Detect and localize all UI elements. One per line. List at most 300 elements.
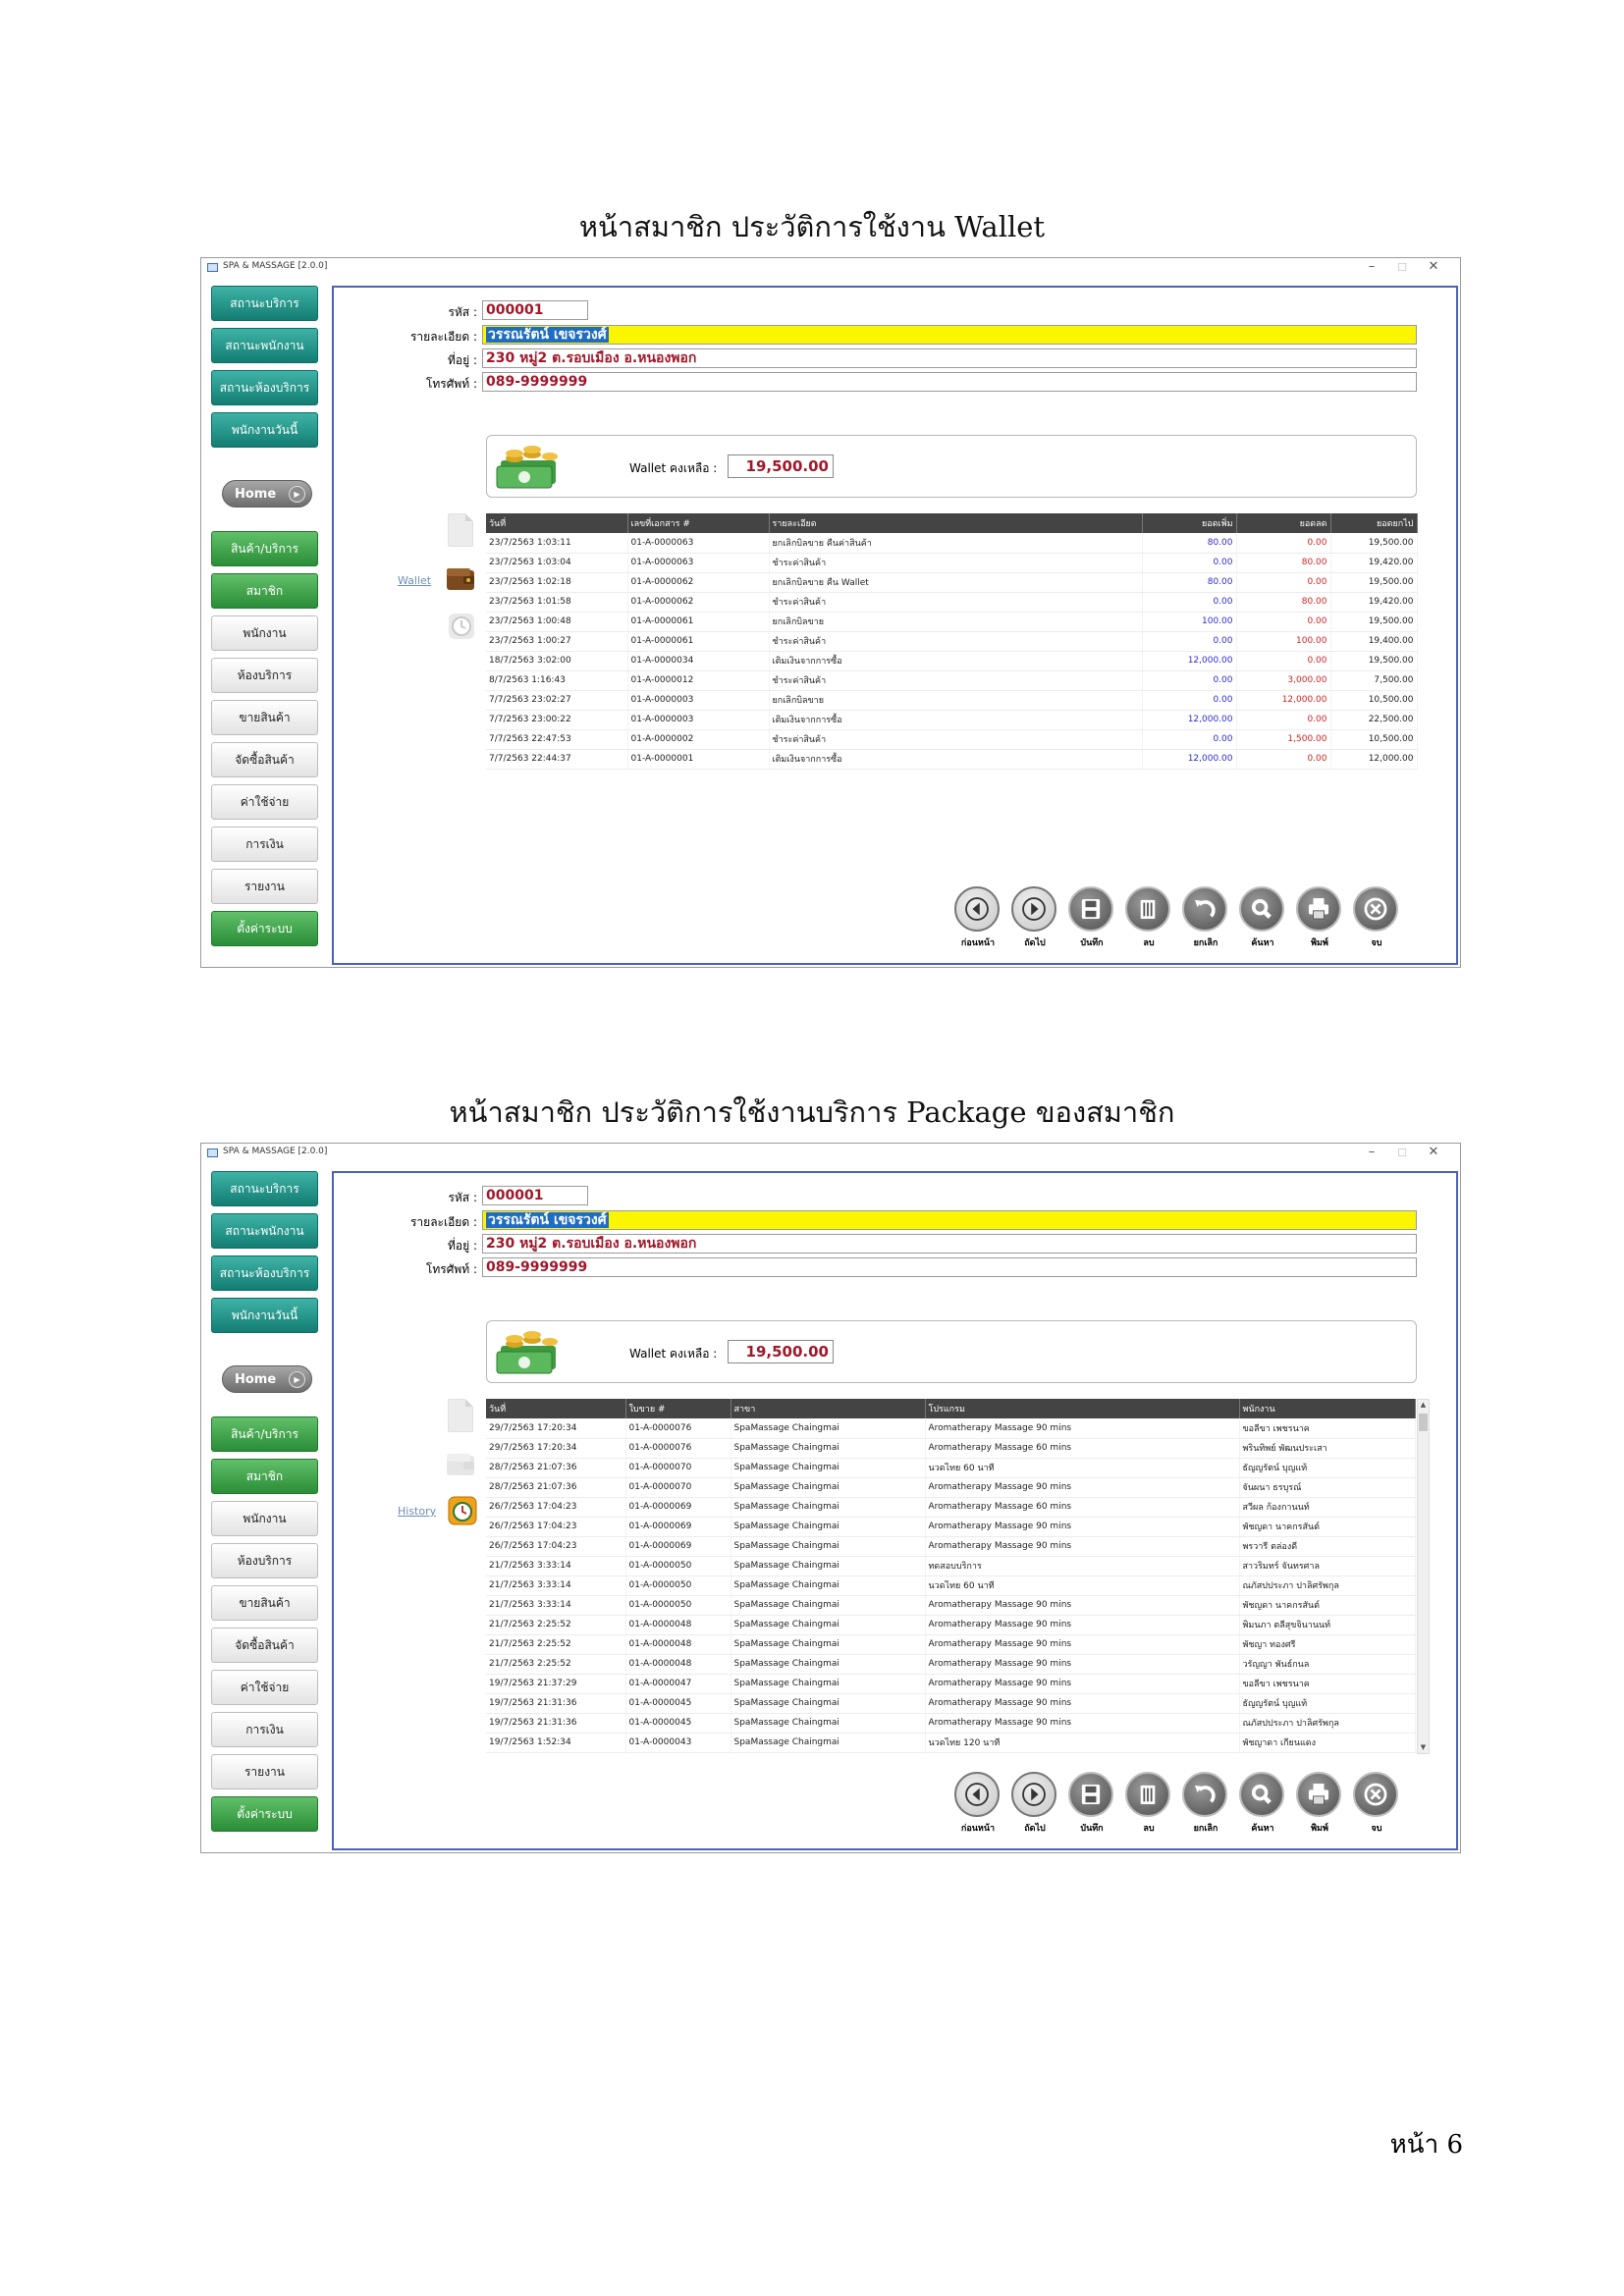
toolbar-button-7[interactable] <box>1346 1772 1401 1835</box>
table-cell: 19,500.00 <box>1330 651 1417 670</box>
table-row[interactable] <box>486 1458 1415 1477</box>
table-cell: SpaMassage Chaingmai <box>731 1418 925 1438</box>
table-header <box>486 513 1417 533</box>
sidebar-status-item-3[interactable]: พนักงานวันนี้ <box>211 412 318 448</box>
table-cell: 01-A-0000076 <box>625 1438 731 1458</box>
sidebar-status-item-0[interactable]: สถานะบริการ <box>211 286 318 321</box>
table-cell: 23/7/2563 1:03:04 <box>486 553 627 572</box>
table-cell: พัชญาดา เกียนแดง <box>1239 1733 1415 1752</box>
table-row[interactable] <box>486 1595 1415 1615</box>
chevron-right-icon <box>1011 1772 1056 1817</box>
table-row[interactable] <box>486 710 1417 729</box>
toolbar-button-0[interactable] <box>947 1772 1002 1835</box>
table-cell: นวดไทย 60 นาที <box>925 1458 1239 1477</box>
table-row[interactable] <box>486 1418 1415 1438</box>
table-cell: 80.00 <box>1142 572 1236 592</box>
table-cell: SpaMassage Chaingmai <box>731 1595 925 1615</box>
table-row[interactable] <box>486 1615 1415 1634</box>
window-title: SPA & MASSAGE [2.0.0] <box>223 1147 328 1156</box>
table-cell: Aromatherapy Massage 60 mins <box>925 1438 1239 1458</box>
money-icon <box>493 441 564 492</box>
table-cell: 80.00 <box>1236 553 1330 572</box>
table-row[interactable] <box>486 1575 1415 1595</box>
table-cell: 21/7/2563 3:33:14 <box>486 1595 625 1615</box>
table-cell: 01-A-0000045 <box>625 1713 731 1733</box>
table-cell: 0.00 <box>1236 612 1330 631</box>
table-cell: ณภัสปประภา ปาลิศรัพกุล <box>1239 1713 1415 1733</box>
table-cell: ขอลีขา เพชรนาค <box>1239 1418 1415 1438</box>
table-cell: Aromatherapy Massage 90 mins <box>925 1615 1239 1634</box>
table-cell: 21/7/2563 2:25:52 <box>486 1654 625 1674</box>
wallet-icon[interactable] <box>444 1448 477 1481</box>
table-cell: 0.00 <box>1142 729 1236 749</box>
phone-label: โทรศัพท์ : <box>425 377 477 391</box>
table-cell: 01-A-0000062 <box>627 572 769 592</box>
table-cell: ชำระค่าสินค้า <box>769 729 1142 749</box>
wallet-balance-value: 19,500.00 <box>728 454 834 478</box>
table-row[interactable] <box>486 1693 1415 1713</box>
side-icons <box>398 1399 496 1536</box>
history-icon[interactable] <box>447 1495 478 1526</box>
scroll-up-icon[interactable]: ▲ <box>1420 1401 1427 1409</box>
table-cell: 26/7/2563 17:04:23 <box>486 1497 625 1517</box>
table-cell: 01-A-0000003 <box>627 710 769 729</box>
phone-field[interactable]: 089-9999999 <box>482 372 1417 392</box>
sidebar-menu-item-0[interactable]: สินค้า/บริการ <box>211 1416 318 1452</box>
table-cell: SpaMassage Chaingmai <box>731 1713 925 1733</box>
column-header[interactable]: โปรแกรม <box>925 1399 1239 1418</box>
toolbar-button-7[interactable] <box>1346 886 1401 949</box>
address-field[interactable]: 230 หมู่2 ต.รอบเมือง อ.หนองพอก <box>482 348 1417 368</box>
table-cell: 12,000.00 <box>1330 749 1417 769</box>
sidebar-menu-item-8[interactable]: รายงาน <box>211 869 318 904</box>
chevron-left-icon <box>954 886 1000 932</box>
table-cell: 01-A-0000063 <box>627 533 769 553</box>
sidebar-menu-item-1[interactable]: สมาชิก <box>211 1459 318 1494</box>
toolbar-label: จบ <box>1371 938 1382 948</box>
table-cell: SpaMassage Chaingmai <box>731 1575 925 1595</box>
table-cell: ธัญญรัตน์ บุญแท้ <box>1239 1693 1415 1713</box>
table-cell: 01-A-0000048 <box>625 1615 731 1634</box>
toolbar-label: ยกเลิก <box>1193 1824 1218 1834</box>
table-cell: 26/7/2563 17:04:23 <box>486 1536 625 1556</box>
table-cell: 01-A-0000061 <box>627 631 769 651</box>
table-cell: 01-A-0000076 <box>625 1418 731 1438</box>
table-cell: Aromatherapy Massage 90 mins <box>925 1654 1239 1674</box>
table-cell: จันผนา ธรบุรณ์ <box>1239 1477 1415 1497</box>
table-row[interactable] <box>486 1438 1415 1458</box>
sidebar-menu-item-9[interactable]: ตั้งค่าระบบ <box>211 1796 318 1832</box>
caption-package-history: หน้าสมาชิก ประวัติการใช้งานบริการ Package ของสมาชิก <box>449 1095 1175 1129</box>
table-row[interactable] <box>486 1634 1415 1654</box>
table-cell: 01-A-0000069 <box>625 1517 731 1536</box>
app-icon <box>207 1148 218 1157</box>
table-row[interactable] <box>486 1497 1415 1517</box>
scroll-down-icon[interactable]: ▼ <box>1420 1743 1427 1751</box>
table-row[interactable] <box>486 1536 1415 1556</box>
detail-label: รายละเอียด : <box>409 330 477 344</box>
table-cell: 01-A-0000045 <box>625 1693 731 1713</box>
column-header[interactable]: พนักงาน <box>1239 1399 1415 1418</box>
table-cell: 0.00 <box>1236 749 1330 769</box>
table-cell: พัชญดา นาคกรสันต์ <box>1239 1595 1415 1615</box>
close-window-button[interactable]: ✕ <box>1428 1145 1439 1159</box>
toolbar-button-3[interactable] <box>1118 1772 1173 1835</box>
table-row[interactable] <box>486 553 1417 572</box>
table-cell: 0.00 <box>1236 533 1330 553</box>
table-cell: 19/7/2563 1:52:34 <box>486 1733 625 1752</box>
address-label: ที่อยู่ : <box>447 1239 477 1253</box>
table-cell: 80.00 <box>1142 533 1236 553</box>
table-cell: 19,500.00 <box>1330 572 1417 592</box>
package-history-window <box>200 1143 1461 1853</box>
table-cell: 0.00 <box>1142 631 1236 651</box>
table-cell: 12,000.00 <box>1142 710 1236 729</box>
toolbar-label: บันทึก <box>1080 1824 1104 1834</box>
table-cell: 28/7/2563 21:07:36 <box>486 1477 625 1497</box>
table-cell: SpaMassage Chaingmai <box>731 1693 925 1713</box>
toolbar-label: จบ <box>1371 1824 1382 1834</box>
table-row[interactable] <box>486 749 1417 769</box>
document-icon <box>448 1399 473 1432</box>
table-header <box>486 1399 1415 1418</box>
table-cell: 01-A-0000050 <box>625 1595 731 1615</box>
table-cell: 01-A-0000047 <box>625 1674 731 1693</box>
undo-icon <box>1182 1772 1227 1817</box>
sidebar-menu-item-9[interactable]: ตั้งค่าระบบ <box>211 911 318 946</box>
table-row[interactable] <box>486 651 1417 670</box>
table-row[interactable] <box>486 1517 1415 1536</box>
table-cell: 7/7/2563 23:02:27 <box>486 690 627 710</box>
save-icon <box>1068 1772 1113 1817</box>
sidebar-menu-item-4[interactable]: ขายสินค้า <box>211 700 318 735</box>
toolbar-label: ค้นหา <box>1251 938 1274 948</box>
column-header[interactable]: วันที่ <box>486 513 627 533</box>
table-cell: 19,500.00 <box>1330 533 1417 553</box>
table-cell: ชำระค่าสินค้า <box>769 670 1142 690</box>
table-cell: ชำระค่าสินค้า <box>769 592 1142 612</box>
maximize-button[interactable]: ☐ <box>1397 1147 1407 1159</box>
sidebar-menu-item-0[interactable]: สินค้า/บริการ <box>211 531 318 566</box>
home-button[interactable] <box>222 480 312 507</box>
table-cell: พิมนภา ตลีสุขจินานนท์ <box>1239 1615 1415 1634</box>
title-bar <box>201 1144 1460 1163</box>
table-cell: 01-A-0000063 <box>627 553 769 572</box>
table-row[interactable] <box>486 1556 1415 1575</box>
sidebar-menu-item-6[interactable]: ค่าใช้จ่าย <box>211 784 318 820</box>
toolbar-button-6[interactable] <box>1289 1772 1344 1835</box>
toolbar-button-4[interactable] <box>1175 1772 1230 1835</box>
code-field[interactable]: 000001 <box>482 300 588 320</box>
table-cell: พรินทิพย์ พัฒนประเสา <box>1239 1438 1415 1458</box>
table-cell: 19/7/2563 21:31:36 <box>486 1693 625 1713</box>
table-cell: 01-A-0000002 <box>627 729 769 749</box>
name-field[interactable] <box>482 325 1417 345</box>
table-cell: ณภัสปประภา ปาลิศรัพกุล <box>1239 1575 1415 1595</box>
trash-icon <box>1125 886 1170 932</box>
toolbar-button-3[interactable] <box>1118 886 1173 949</box>
wallet-history-window <box>200 257 1461 968</box>
table-row[interactable] <box>486 1713 1415 1733</box>
play-icon: ▶ <box>289 486 305 503</box>
undo-icon <box>1182 886 1227 932</box>
sidebar-menu-item-7[interactable]: การเงิน <box>211 1712 318 1747</box>
side-icons <box>398 513 496 651</box>
table-cell: 19/7/2563 21:31:36 <box>486 1713 625 1733</box>
toolbar-label: ถัดไป <box>1024 1824 1046 1834</box>
home-button[interactable] <box>222 1365 312 1393</box>
caption-wallet-history: หน้าสมาชิก ประวัติการใช้งาน Wallet <box>578 210 1046 243</box>
column-header[interactable]: วันที่ <box>486 1399 625 1418</box>
table-cell: Aromatherapy Massage 90 mins <box>925 1477 1239 1497</box>
table-cell: Aromatherapy Massage 90 mins <box>925 1634 1239 1654</box>
table-cell: 0.00 <box>1142 670 1236 690</box>
toolbar-label: ค้นหา <box>1251 1824 1274 1834</box>
money-icon <box>493 1326 564 1377</box>
table-cell: ชำระค่าสินค้า <box>769 553 1142 572</box>
minimize-button[interactable]: – <box>1368 259 1376 274</box>
sidebar-menu-item-3[interactable]: ห้องบริการ <box>211 1543 318 1578</box>
table-cell: SpaMassage Chaingmai <box>731 1634 925 1654</box>
trash-icon <box>1125 1772 1170 1817</box>
table-row[interactable] <box>486 1674 1415 1693</box>
toolbar-button-4[interactable] <box>1175 886 1230 949</box>
home-label: Home <box>235 486 277 502</box>
toolbar-button-1[interactable] <box>1004 886 1059 949</box>
address-field[interactable]: 230 หมู่2 ต.รอบเมือง อ.หนองพอก <box>482 1234 1417 1254</box>
sidebar-status-item-0[interactable]: สถานะบริการ <box>211 1171 318 1206</box>
toolbar-button-2[interactable] <box>1061 1772 1116 1835</box>
table-cell: Aromatherapy Massage 90 mins <box>925 1713 1239 1733</box>
table-cell: นวดไทย 120 นาที <box>925 1733 1239 1752</box>
table-cell: 12,000.00 <box>1142 651 1236 670</box>
column-header[interactable]: ยอดยกไป <box>1330 513 1417 533</box>
wallet-balance-label: Wallet คงเหลือ : <box>629 461 718 475</box>
table-cell: 23/7/2563 1:02:18 <box>486 572 627 592</box>
table-cell: 29/7/2563 17:20:34 <box>486 1438 625 1458</box>
wallet-link[interactable]: Wallet <box>398 574 432 587</box>
toolbar-label: ถัดไป <box>1024 938 1046 948</box>
table-cell: Aromatherapy Massage 90 mins <box>925 1536 1239 1556</box>
table-cell: ยกเลิกบิลขาย คืน Wallet <box>769 572 1142 592</box>
table-row[interactable] <box>486 1477 1415 1497</box>
code-field[interactable]: 000001 <box>482 1186 588 1205</box>
table-cell: ชำระค่าสินค้า <box>769 631 1142 651</box>
table-cell: 29/7/2563 17:20:34 <box>486 1418 625 1438</box>
sidebar-menu-item-5[interactable]: จัดซื้อสินค้า <box>211 742 318 777</box>
column-header[interactable]: ยอดเพิ่ม <box>1142 513 1236 533</box>
table-cell: ธัญญรัตน์ บุญแท้ <box>1239 1458 1415 1477</box>
table-cell: Aromatherapy Massage 90 mins <box>925 1595 1239 1615</box>
table-cell: 19,420.00 <box>1330 553 1417 572</box>
column-header[interactable]: รายละเอียด <box>769 513 1142 533</box>
sidebar-menu-item-2[interactable]: พนักงาน <box>211 615 318 651</box>
sidebar-menu-item-2[interactable]: พนักงาน <box>211 1501 318 1536</box>
toolbar-label: ยกเลิก <box>1193 938 1218 948</box>
table-cell: 01-A-0000043 <box>625 1733 731 1752</box>
main-panel <box>332 286 1458 965</box>
table-cell: 01-A-0000070 <box>625 1458 731 1477</box>
toolbar-label: พิมพ์ <box>1311 938 1328 948</box>
sidebar-menu-item-8[interactable]: รายงาน <box>211 1754 318 1789</box>
table-cell: 1,500.00 <box>1236 729 1330 749</box>
toolbar-button-1[interactable] <box>1004 1772 1059 1835</box>
table-cell: พรวารี ตล่องดี <box>1239 1536 1415 1556</box>
table-cell: 01-A-0000001 <box>627 749 769 769</box>
phone-field[interactable]: 089-9999999 <box>482 1257 1417 1277</box>
document-icon <box>448 513 473 547</box>
table-cell: 01-A-0000034 <box>627 651 769 670</box>
table-cell: 23/7/2563 1:03:11 <box>486 533 627 553</box>
sidebar-menu-item-4[interactable]: ขายสินค้า <box>211 1585 318 1621</box>
table-row[interactable] <box>486 1654 1415 1674</box>
column-header[interactable]: สาขา <box>731 1399 925 1418</box>
table-row[interactable] <box>486 572 1417 592</box>
table-cell: 01-A-0000050 <box>625 1575 731 1595</box>
home-label: Home <box>235 1371 277 1387</box>
table-cell: 0.00 <box>1236 710 1330 729</box>
print-icon <box>1296 886 1341 932</box>
page-number: หน้า 6 <box>1389 2130 1463 2160</box>
table-cell: 7/7/2563 23:00:22 <box>486 710 627 729</box>
table-cell: 23/7/2563 1:01:58 <box>486 592 627 612</box>
table-row[interactable] <box>486 1733 1415 1752</box>
toolbar-button-5[interactable] <box>1232 886 1287 949</box>
table-cell: SpaMassage Chaingmai <box>731 1497 925 1517</box>
table-cell: SpaMassage Chaingmai <box>731 1733 925 1752</box>
toolbar-label: ลบ <box>1143 938 1155 948</box>
sidebar-menu-item-7[interactable]: การเงิน <box>211 827 318 862</box>
app-icon <box>207 263 218 272</box>
name-field[interactable] <box>482 1210 1417 1230</box>
table-cell: Aromatherapy Massage 90 mins <box>925 1674 1239 1693</box>
table-cell: 21/7/2563 3:33:14 <box>486 1575 625 1595</box>
wallet-icon[interactable] <box>444 562 477 596</box>
title-bar <box>201 258 1460 278</box>
table-cell: สวีผล ก้องกานนท์ <box>1239 1497 1415 1517</box>
table-cell: 26/7/2563 17:04:23 <box>486 1517 625 1536</box>
column-header[interactable]: เลขที่เอกสาร # <box>627 513 769 533</box>
sidebar <box>201 1163 329 1850</box>
table-row[interactable] <box>486 533 1417 553</box>
search-icon <box>1239 886 1284 932</box>
table-cell: 0.00 <box>1236 572 1330 592</box>
scroll-thumb[interactable] <box>1419 1414 1428 1431</box>
close-icon <box>1353 1772 1398 1817</box>
chevron-left-icon <box>954 1772 1000 1817</box>
toolbar-label: ก่อนหน้า <box>960 1824 996 1834</box>
window-title: SPA & MASSAGE [2.0.0] <box>223 261 328 271</box>
toolbar-button-2[interactable] <box>1061 886 1116 949</box>
table-cell: 19/7/2563 21:37:29 <box>486 1674 625 1693</box>
table-cell: 19,420.00 <box>1330 592 1417 612</box>
sidebar-status-item-1[interactable]: สถานะพนักงาน <box>211 1213 318 1249</box>
play-icon: ▶ <box>289 1371 305 1388</box>
sidebar-status-item-1[interactable]: สถานะพนักงาน <box>211 328 318 363</box>
table-cell: เติมเงินจากการซื้อ <box>769 749 1142 769</box>
table-cell: 01-A-0000061 <box>627 612 769 631</box>
action-toolbar <box>947 1772 1409 1841</box>
detail-label: รายละเอียด : <box>409 1215 477 1229</box>
minimize-button[interactable]: – <box>1368 1145 1376 1159</box>
sidebar-status-item-2[interactable]: สถานะห้องบริการ <box>211 1255 318 1291</box>
sidebar-menu-item-6[interactable]: ค่าใช้จ่าย <box>211 1670 318 1705</box>
table-cell: 3,000.00 <box>1236 670 1330 690</box>
table-cell: Aromatherapy Massage 90 mins <box>925 1517 1239 1536</box>
table-cell: 0.00 <box>1142 592 1236 612</box>
table-cell: 100.00 <box>1236 631 1330 651</box>
table-cell: Aromatherapy Massage 60 mins <box>925 1497 1239 1517</box>
code-label: รหัส : <box>448 1191 477 1204</box>
sidebar-status-item-2[interactable]: สถานะห้องบริการ <box>211 370 318 405</box>
table-cell: SpaMassage Chaingmai <box>731 1674 925 1693</box>
sidebar-menu-item-5[interactable]: จัดซื้อสินค้า <box>211 1628 318 1663</box>
toolbar-label: บันทึก <box>1080 938 1104 948</box>
table-row[interactable] <box>486 631 1417 651</box>
history-icon[interactable] <box>447 612 476 641</box>
address-label: ที่อยู่ : <box>447 353 477 367</box>
table-cell: Aromatherapy Massage 90 mins <box>925 1693 1239 1713</box>
table-cell: 01-A-0000069 <box>625 1497 731 1517</box>
phone-label: โทรศัพท์ : <box>425 1262 477 1276</box>
table-row[interactable] <box>486 592 1417 612</box>
table-cell: 01-A-0000012 <box>627 670 769 690</box>
table-cell: ยกเลิกบิลขาย <box>769 690 1142 710</box>
maximize-button[interactable]: ☐ <box>1397 261 1407 274</box>
search-icon <box>1239 1772 1284 1817</box>
sidebar-status-item-3[interactable]: พนักงานวันนี้ <box>211 1298 318 1333</box>
table-cell: SpaMassage Chaingmai <box>731 1556 925 1575</box>
table-row[interactable] <box>486 612 1417 631</box>
table-cell: พัชญา ทองศรี <box>1239 1634 1415 1654</box>
table-cell: เติมเงินจากการซื้อ <box>769 651 1142 670</box>
table-row[interactable] <box>486 729 1417 749</box>
table-row[interactable] <box>486 670 1417 690</box>
wallet-balance-label: Wallet คงเหลือ : <box>629 1347 718 1361</box>
table-cell: 21/7/2563 3:33:14 <box>486 1556 625 1575</box>
table-cell: ขอลีขา เพชรนาค <box>1239 1674 1415 1693</box>
table-cell: 100.00 <box>1142 612 1236 631</box>
column-header[interactable]: ใบขาย # <box>625 1399 731 1418</box>
close-icon <box>1353 886 1398 932</box>
table-cell: 23/7/2563 1:00:27 <box>486 631 627 651</box>
table-cell: 19,400.00 <box>1330 631 1417 651</box>
table-cell: 21/7/2563 2:25:52 <box>486 1615 625 1634</box>
table-cell: 22,500.00 <box>1330 710 1417 729</box>
toolbar-button-6[interactable] <box>1289 886 1344 949</box>
sidebar-menu-item-3[interactable]: ห้องบริการ <box>211 658 318 693</box>
toolbar-label: ก่อนหน้า <box>960 938 996 948</box>
table-cell: ยกเลิกบิลขาย <box>769 612 1142 631</box>
table-cell: 23/7/2563 1:00:48 <box>486 612 627 631</box>
toolbar-label: พิมพ์ <box>1311 1824 1328 1834</box>
sidebar-menu-item-1[interactable]: สมาชิก <box>211 573 318 609</box>
table-cell: ทดสอบบริการ <box>925 1556 1239 1575</box>
close-window-button[interactable]: ✕ <box>1428 259 1439 274</box>
table-row[interactable] <box>486 690 1417 710</box>
table-cell: 28/7/2563 21:07:36 <box>486 1458 625 1477</box>
table-cell: 18/7/2563 3:02:00 <box>486 651 627 670</box>
column-header[interactable]: ยอดลด <box>1236 513 1330 533</box>
toolbar-button-0[interactable] <box>947 886 1002 949</box>
history-link[interactable]: History <box>398 1505 437 1518</box>
name-value: วรรณรัตน์ เขจรวงศ์ <box>488 327 607 343</box>
save-icon <box>1068 886 1113 932</box>
package-history-table <box>486 1399 1416 1753</box>
sidebar <box>201 278 329 965</box>
toolbar-button-5[interactable] <box>1232 1772 1287 1835</box>
table-scrollbar[interactable] <box>1417 1399 1430 1754</box>
